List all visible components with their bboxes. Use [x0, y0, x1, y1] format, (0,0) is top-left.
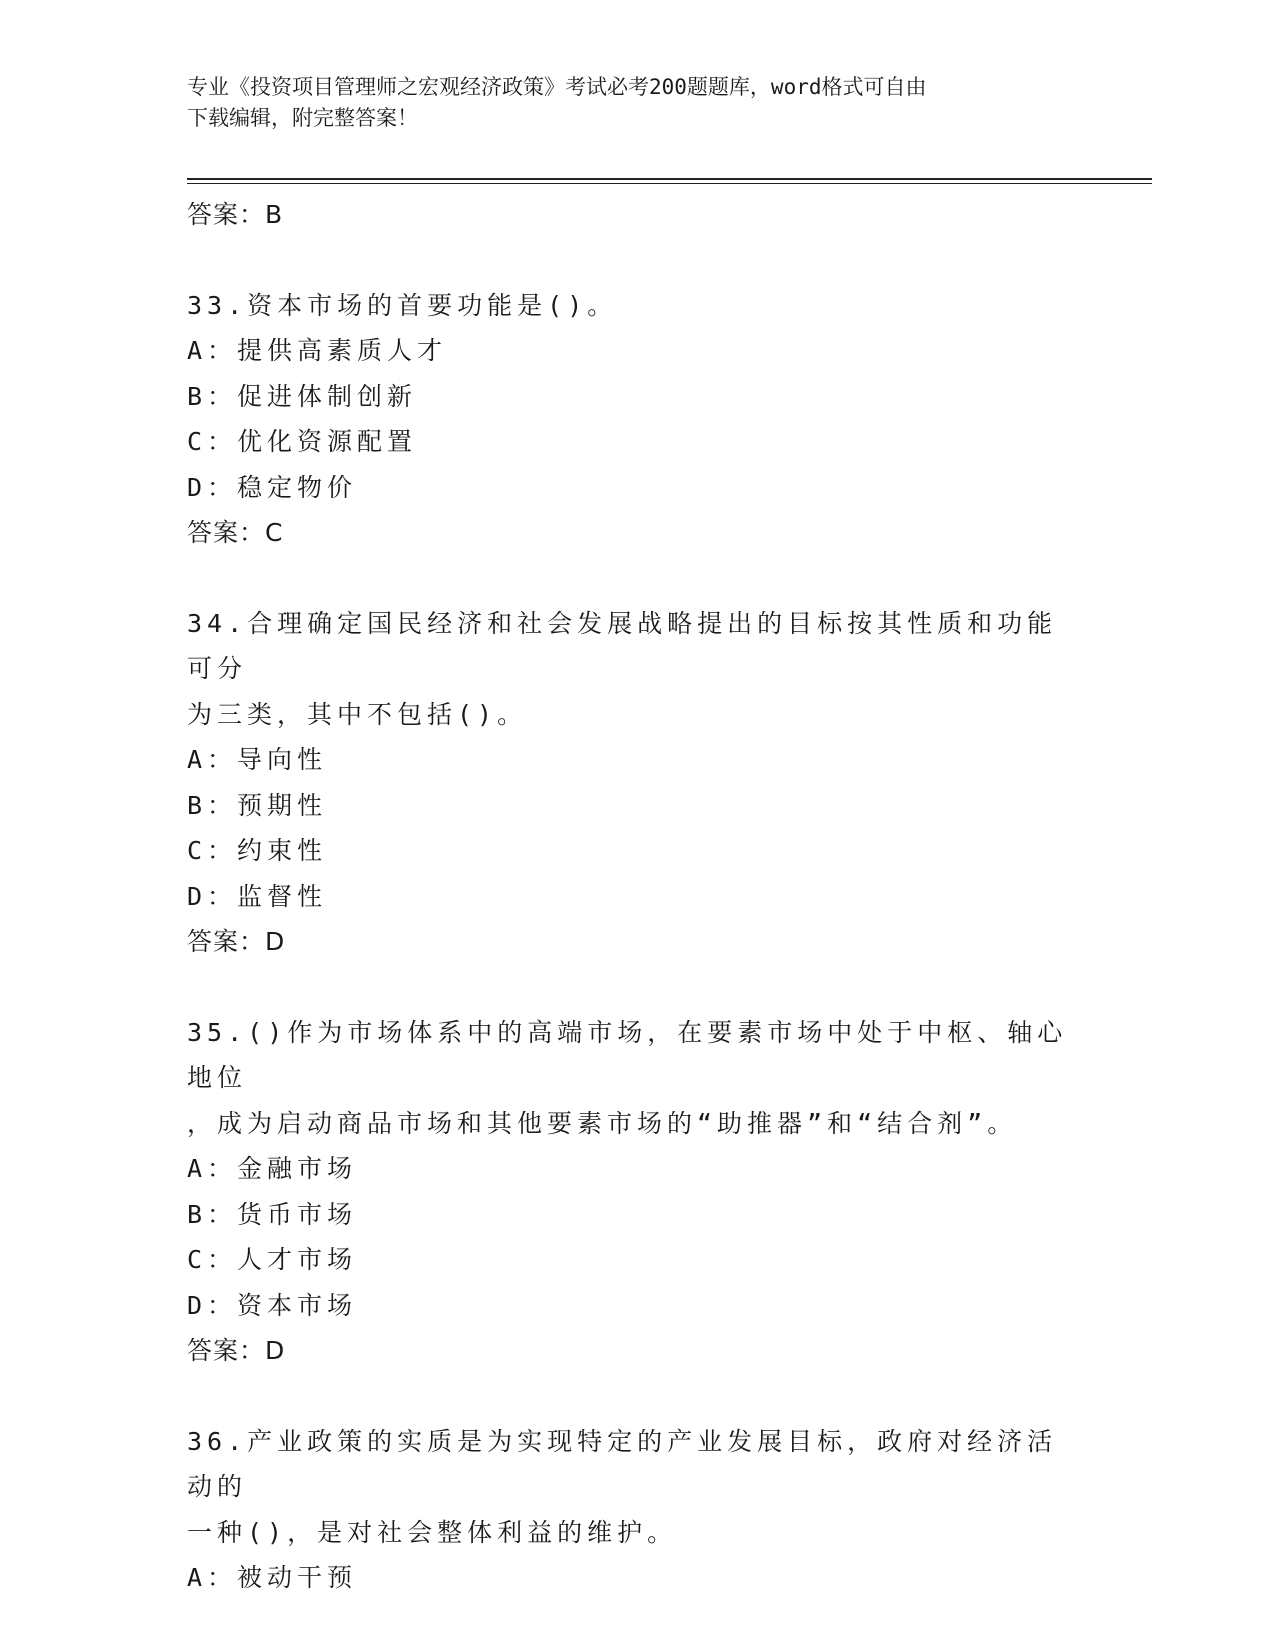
question-text: 36.产业政策的实质是为实现特定的产业发展目标，政府对经济活动的 [187, 1426, 1058, 1501]
question-text-cont: 为三类，其中不包括()。 [187, 699, 528, 729]
header-line-1: 专业《投资项目管理师之宏观经济政策》考试必考200题题库，word格式可自由 [187, 75, 927, 99]
question-36 [187, 1419, 1087, 1601]
previous-answer: 答案：B [187, 200, 284, 229]
question-text: 33.资本市场的首要功能是()。 [187, 290, 618, 320]
question-35 [187, 1010, 1087, 1374]
option-d: D：稳定物价 [187, 472, 358, 502]
option-c: C：优化资源配置 [187, 427, 418, 456]
header-rule-thin [187, 183, 1152, 184]
option-a: A：金融市场 [187, 1154, 358, 1183]
option-c: C：人才市场 [187, 1245, 358, 1274]
option-a: A：被动干预 [187, 1563, 358, 1592]
question-text-cont: 一种()，是对社会整体利益的维护。 [187, 1517, 678, 1547]
option-b: B：促进体制创新 [187, 381, 418, 411]
header-rule-thick [187, 178, 1152, 180]
question-text: 34.合理确定国民经济和社会发展战略提出的目标按其性质和功能可分 [187, 608, 1058, 683]
question-list [187, 192, 1087, 1601]
option-d: D：监督性 [187, 881, 328, 911]
header-line-2: 下载编辑，附完整答案！ [187, 106, 418, 130]
document-header [187, 72, 1087, 134]
question-33 [187, 283, 1087, 556]
option-c: C：约束性 [187, 836, 328, 865]
question-34 [187, 601, 1087, 965]
answer: 答案：D [187, 927, 286, 956]
option-b: B：货币市场 [187, 1199, 358, 1229]
answer: 答案：C [187, 518, 284, 547]
answer: 答案：D [187, 1336, 286, 1365]
option-b: B：预期性 [187, 790, 328, 820]
question-text: 35.()作为市场体系中的高端市场，在要素市场中处于中枢、轴心地位 [187, 1017, 1068, 1092]
option-a: A：导向性 [187, 745, 328, 774]
question-text-cont: ，成为启动商品市场和其他要素市场的“助推器”和“结合剂”。 [187, 1108, 1018, 1138]
option-d: D：资本市场 [187, 1290, 358, 1320]
option-a: A：提供高素质人才 [187, 336, 448, 365]
